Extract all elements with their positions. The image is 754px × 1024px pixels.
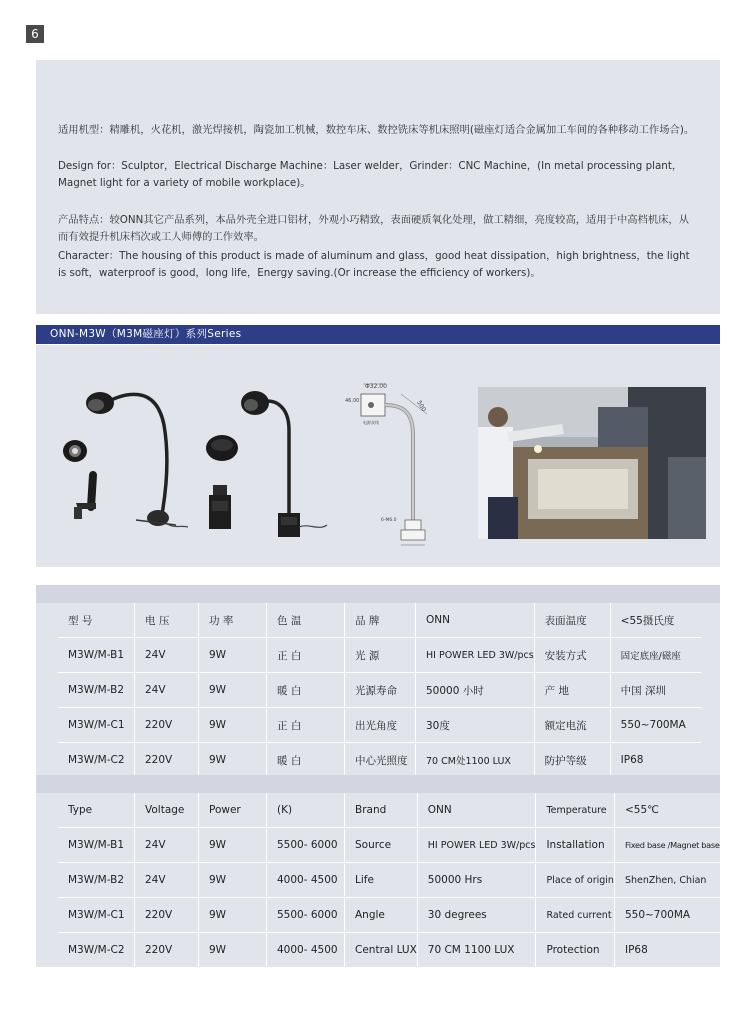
table-cell: Life <box>345 863 418 898</box>
table-cell: M3W/M-C1 <box>58 708 135 743</box>
table-cell: 功 率 <box>199 603 267 638</box>
character-en: Character：The housing of this product is made of aluminum and glass，good heat dissipation，high brightness，the light is soft，waterproof is good，long life，Energy saving.(Or increase the efficiency of workers)。 <box>58 250 690 279</box>
table-cell: IP68 <box>610 743 701 778</box>
table-cell: 品 牌 <box>345 603 416 638</box>
table-cell: Voltage <box>135 793 199 828</box>
table-row <box>58 793 720 828</box>
table-row <box>58 603 701 638</box>
clamp-lamp-image <box>56 375 196 545</box>
table-cell: M3W/M-B2 <box>58 863 135 898</box>
table-cell: Angle <box>345 898 418 933</box>
table-cell: Type <box>58 793 135 828</box>
table-row <box>58 863 720 898</box>
table-cell: 5500- 6000 <box>267 898 345 933</box>
table-cell: M3W/M-C2 <box>58 743 135 778</box>
table-cell: M3W/M-B1 <box>58 638 135 673</box>
table-cell: Temperature <box>536 793 615 828</box>
table-cell: Power <box>199 793 267 828</box>
table-row <box>58 743 701 778</box>
wire-label: 电源灰线 <box>363 420 379 425</box>
table-cell: 中国 深圳 <box>610 673 701 708</box>
table-cell: 50000 小时 <box>416 673 535 708</box>
table-row <box>58 638 701 673</box>
table-cell: <55摄氏度 <box>610 603 701 638</box>
table-cell: 220V <box>135 933 199 968</box>
table-cell: 9W <box>199 828 267 863</box>
spec-table-cn-grid <box>58 603 701 778</box>
spec-table-en-grid <box>58 793 720 968</box>
character-cn: 产品特点：较ONN其它产品系列，本品外壳全进口铝材，外观小巧精致，表面硬质氧化处理，做工精细，亮度较高，适用于中高档机床，从而有效提升机床档次或工人师傅的工作效率。 <box>58 214 690 243</box>
table-cell: 220V <box>135 743 199 778</box>
table-cell: 防护等级 <box>534 743 610 778</box>
magnet-lamp-image <box>201 375 341 545</box>
table-row <box>58 673 701 708</box>
table-cell: 4000- 4500 <box>267 863 345 898</box>
table-cell: 550~700MA <box>614 898 719 933</box>
product-gallery <box>36 345 720 567</box>
table-cell: HI POWER LED 3W/pcs <box>417 828 536 863</box>
table-cell: <55℃ <box>614 793 719 828</box>
spec-table-en <box>36 775 720 967</box>
table-cell: Installation <box>536 828 615 863</box>
table-cell: 型 号 <box>58 603 135 638</box>
application-photo <box>478 387 706 539</box>
table-cell: 9W <box>199 898 267 933</box>
table-row <box>58 933 720 968</box>
table-cell: Fixed base /Magnet base <box>614 828 719 863</box>
table-cell: 9W <box>199 863 267 898</box>
table-cell: 24V <box>135 673 199 708</box>
table-cell: Source <box>345 828 418 863</box>
table-cell: IP68 <box>614 933 719 968</box>
table-header-strip <box>36 775 720 793</box>
table-cell: 中心光照度 <box>345 743 416 778</box>
table-cell: M3W/M-B1 <box>58 828 135 863</box>
table-cell: 30 degrees <box>417 898 536 933</box>
table-cell: ONN <box>417 793 536 828</box>
table-cell: 4000- 4500 <box>267 933 345 968</box>
table-cell: 出光角度 <box>345 708 416 743</box>
dimension-drawing <box>341 380 441 550</box>
table-cell: M3W/M-B2 <box>58 673 135 708</box>
table-cell: 9W <box>199 673 267 708</box>
table-cell: Place of origin <box>536 863 615 898</box>
table-cell: 550~700MA <box>610 708 701 743</box>
table-header-strip <box>36 585 720 603</box>
table-cell: 产 地 <box>534 673 610 708</box>
spec-table-cn <box>36 585 720 775</box>
series-title-bar: ONN-M3W（M3M磁座灯）系列Series <box>36 325 720 344</box>
table-cell: 9W <box>199 708 267 743</box>
table-cell: 暖 白 <box>267 673 345 708</box>
design-for-en: Design for：Sculptor，Electrical Discharge Machine：Laser welder，Grinder：CNC Machine，(In metal processing plant，Magnet light for a variety of mobile workplace)。 <box>58 160 683 189</box>
dim-width: Φ32.00 <box>365 383 387 390</box>
table-cell: 70 CM 1100 LUX <box>417 933 536 968</box>
dim-base: 6-M6.0 <box>381 518 397 523</box>
table-row <box>58 708 701 743</box>
intro-panel <box>36 60 720 314</box>
table-cell: 固定底座/磁座 <box>610 638 701 673</box>
table-row <box>58 898 720 933</box>
table-cell: 正 白 <box>267 638 345 673</box>
table-cell: Central LUX <box>345 933 418 968</box>
table-cell: 24V <box>135 638 199 673</box>
dim-head: 46.00 <box>345 398 360 404</box>
table-cell: 220V <box>135 708 199 743</box>
table-cell: ONN <box>416 603 535 638</box>
design-for-cn: 适用机型：精雕机，火花机，激光焊接机，陶瓷加工机械，数控车床、数控铣床等机床照明(磁座灯适合金属加工车间的各种移动工作场合)。 <box>58 124 695 136</box>
table-cell: 9W <box>199 638 267 673</box>
table-cell: ShenZhen, Chian <box>614 863 719 898</box>
table-cell: Rated current <box>536 898 615 933</box>
table-cell: 24V <box>135 828 199 863</box>
table-cell: Protection <box>536 933 615 968</box>
table-cell: 9W <box>199 933 267 968</box>
table-cell: 额定电流 <box>534 708 610 743</box>
table-cell: Brand <box>345 793 418 828</box>
table-cell: 色 温 <box>267 603 345 638</box>
table-cell: 30度 <box>416 708 535 743</box>
machine-photo <box>478 387 706 539</box>
table-cell: 5500- 6000 <box>267 828 345 863</box>
table-cell: 9W <box>199 743 267 778</box>
table-cell: 光 源 <box>345 638 416 673</box>
table-cell: 24V <box>135 863 199 898</box>
table-cell: 暖 白 <box>267 743 345 778</box>
table-cell: 50000 Hrs <box>417 863 536 898</box>
page-number-badge: 6 <box>26 25 44 43</box>
table-cell: 安装方式 <box>534 638 610 673</box>
table-cell: HI POWER LED 3W/pcs <box>416 638 535 673</box>
table-cell: 电 压 <box>135 603 199 638</box>
table-cell: 220V <box>135 898 199 933</box>
table-cell: M3W/M-C1 <box>58 898 135 933</box>
table-cell: M3W/M-C2 <box>58 933 135 968</box>
table-row <box>58 828 720 863</box>
table-cell: (K) <box>267 793 345 828</box>
table-cell: 70 CM处1100 LUX <box>416 743 535 778</box>
dim-length: 500 <box>415 399 428 413</box>
table-cell: 表面温度 <box>534 603 610 638</box>
table-cell: 光源寿命 <box>345 673 416 708</box>
table-cell: 正 白 <box>267 708 345 743</box>
